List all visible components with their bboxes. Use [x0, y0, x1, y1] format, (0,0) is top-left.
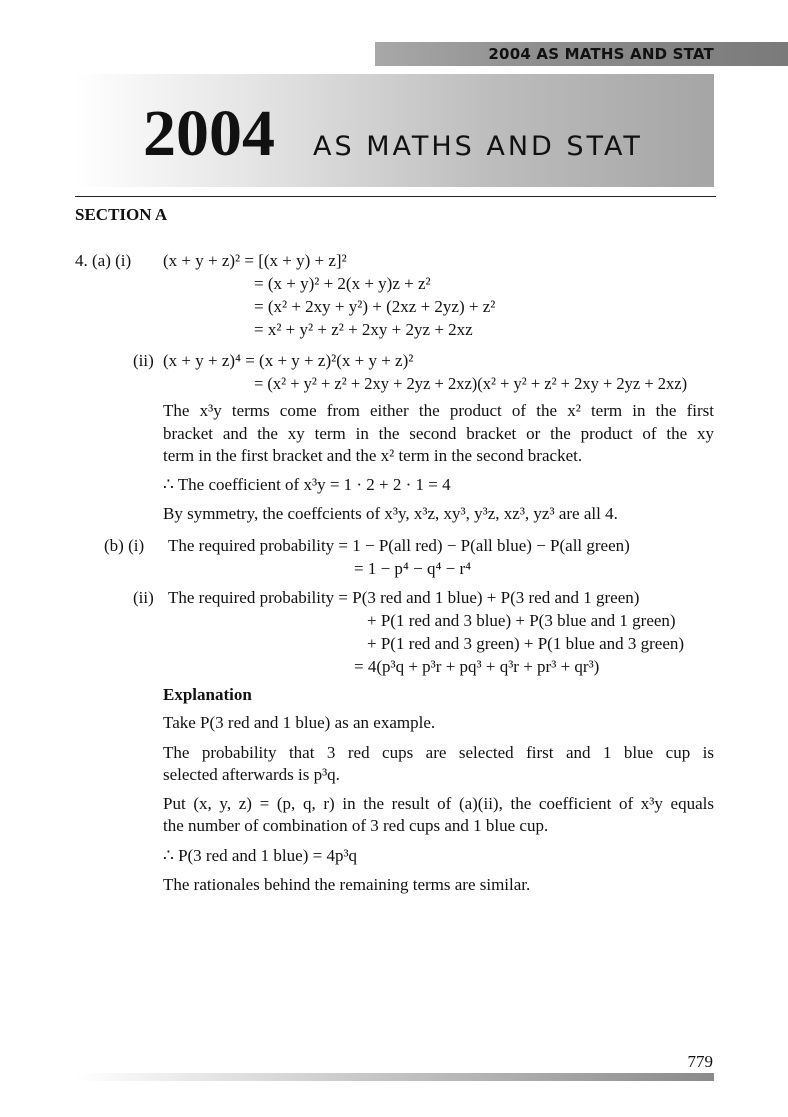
footer-band — [75, 1073, 714, 1081]
equation-line: (x + y + z)² = [(x + y) + z]² — [163, 251, 347, 270]
coefficient-result: ∴ The coefficient of x³y = 1 · 2 + 2 · 1 = 4 — [163, 475, 451, 494]
running-header-band — [375, 42, 788, 66]
paragraph-line: Take P(3 red and 1 blue) as an example. — [163, 713, 436, 732]
conclusion-line: ∴ P(3 red and 1 blue) = 4p³q — [163, 846, 358, 865]
equation-line: + P(1 red and 3 blue) + P(3 blue and 1 green) — [367, 611, 676, 630]
page-number: 779 — [687, 1052, 713, 1071]
equation-line: = (x² + 2xy + y²) + (2xz + 2yz) + z² — [254, 297, 496, 316]
equation-line: The required probability = 1 − P(all red) − P(all blue) − P(all green) — [168, 536, 630, 555]
banner-year: 2004 — [143, 97, 275, 170]
equation-line: The required probability = P(3 red and 1 blue) + P(3 red and 1 green) — [168, 588, 640, 607]
chapter-banner — [75, 74, 714, 187]
paragraph-line: Put (x, y, z) = (p, q, r) in the result of (a)(ii), the coefficient of x³y equals — [163, 794, 714, 813]
question-label-b-ii: (ii) — [133, 588, 154, 607]
symmetry-statement: By symmetry, the coeffcients of x³y, x³z, xy³, y³z, xz³, yz³ are all 4. — [163, 504, 618, 523]
paragraph-line: selected afterwards is p³q. — [163, 765, 340, 784]
paragraph-line: The probability that 3 red cups are selected first and 1 blue cup is — [163, 743, 714, 762]
paragraph-line: term in the first bracket and the x² term in the second bracket. — [163, 446, 583, 465]
question-label-b-i: (b) (i) — [104, 536, 145, 555]
explanation-heading: Explanation — [163, 685, 252, 704]
paragraph-line: The x³y terms come from either the product of the x² term in the first — [163, 401, 714, 420]
header-divider — [75, 196, 716, 197]
paragraph-line: bracket and the xy term in the second bracket or the product of the xy — [163, 424, 714, 443]
equation-line: = 1 − p⁴ − q⁴ − r⁴ — [354, 559, 472, 578]
paragraph-line: the number of combination of 3 red cups and 1 blue cup. — [163, 816, 549, 835]
equation-line: = (x² + y² + z² + 2xy + 2yz + 2xz)(x² + y² + z² + 2xy + 2yz + 2xz) — [254, 374, 688, 393]
banner-subtitle: AS MATHS AND STAT — [313, 131, 643, 162]
equation-line: = (x + y)² + 2(x + y)z + z² — [254, 274, 431, 293]
equation-line: = x² + y² + z² + 2xy + 2yz + 2xz — [254, 320, 473, 339]
equation-line: (x + y + z)⁴ = (x + y + z)²(x + y + z)² — [163, 351, 414, 370]
equation-line: = 4(p³q + p³r + pq³ + q³r + pr³ + qr³) — [354, 657, 600, 676]
question-label-a-ii: (ii) — [133, 351, 154, 370]
paragraph-line: The rationales behind the remaining terms are similar. — [163, 875, 531, 894]
question-label-a-i: 4. (a) (i) — [75, 251, 132, 270]
equation-line: + P(1 red and 3 green) + P(1 blue and 3 green) — [367, 634, 685, 653]
section-title: SECTION A — [75, 205, 168, 224]
running-header-title: 2004 AS MATHS AND STAT — [488, 45, 714, 63]
